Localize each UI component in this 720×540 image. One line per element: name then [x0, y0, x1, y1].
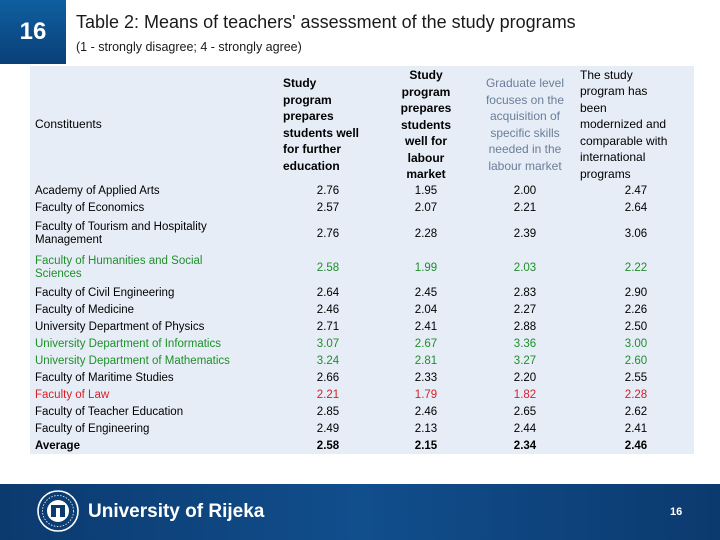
value-cell: 2.04	[414, 304, 438, 316]
value-cell: 2.07	[414, 202, 438, 214]
value-cell: 1.82	[513, 389, 537, 401]
row-name: Faculty of Engineering	[35, 423, 150, 435]
value-cell: 2.47	[624, 185, 648, 197]
header-further-education: Study program prepares students well for further education	[283, 76, 360, 173]
slide-number: 16	[19, 18, 47, 45]
value-cell: 3.24	[316, 355, 340, 367]
value-cell: 2.28	[624, 389, 648, 401]
value-cell: 2.22	[624, 261, 648, 274]
value-cell: 2.65	[513, 406, 537, 418]
page-title: Table 2: Means of teachers' assessment of the study programs	[76, 12, 576, 32]
table-row	[30, 404, 694, 421]
value-cell: 2.13	[414, 423, 438, 435]
row-name: Faculty of Medicine	[35, 304, 135, 316]
value-cell: 2.64	[624, 202, 648, 214]
assessment-table	[30, 66, 694, 455]
value-cell: 2.83	[513, 287, 537, 299]
value-cell: 2.55	[624, 372, 648, 384]
row-name: Faculty of Teacher Education	[35, 406, 184, 418]
value-cell: 2.34	[513, 440, 537, 452]
table-row	[30, 370, 694, 387]
row-name: University Department of Physics	[35, 321, 205, 333]
row-name: Faculty of Economics	[35, 202, 145, 214]
row-name: Faculty of Humanities and Social Sciences	[35, 255, 203, 280]
value-cell: 1.95	[414, 185, 438, 197]
value-cell: 3.36	[513, 338, 537, 350]
row-name: Average	[35, 440, 80, 452]
row-name: University Department of Informatics	[35, 338, 221, 350]
footer-page-number: 16	[670, 506, 683, 518]
table-row	[30, 183, 694, 200]
value-cell: 1.99	[414, 261, 438, 274]
page-subtitle: (1 - strongly disagree; 4 - strongly agree)	[76, 40, 302, 54]
value-cell: 2.58	[316, 261, 340, 274]
row-name: Academy of Applied Arts	[35, 185, 160, 197]
table-row	[30, 200, 694, 217]
value-cell: 1.79	[414, 389, 438, 401]
value-cell: 2.67	[414, 338, 438, 350]
slide-number-badge	[0, 0, 66, 64]
value-cell: 3.06	[624, 227, 648, 240]
value-cell: 3.27	[513, 355, 537, 367]
value-cell: 3.07	[316, 338, 340, 350]
value-cell: 2.66	[316, 372, 340, 384]
value-cell: 2.85	[316, 406, 340, 418]
table-row	[30, 302, 694, 319]
value-cell: 2.60	[624, 355, 648, 367]
value-cell: 2.76	[316, 227, 340, 240]
value-cell: 2.28	[414, 227, 438, 240]
value-cell: 2.64	[316, 287, 340, 299]
header-specific-skills: Graduate level focuses on the acquisition of specific skills needed in the labour market	[485, 76, 565, 173]
value-cell: 2.46	[624, 440, 648, 452]
value-cell: 2.33	[414, 372, 438, 384]
table-row	[30, 319, 694, 336]
value-cell: 2.62	[624, 406, 648, 418]
value-cell: 2.44	[513, 423, 537, 435]
value-cell: 2.21	[316, 389, 340, 401]
value-cell: 2.50	[624, 321, 648, 333]
value-cell: 2.26	[624, 304, 648, 316]
value-cell: 3.00	[624, 338, 648, 350]
value-cell: 2.88	[513, 321, 537, 333]
row-name: Faculty of Law	[35, 389, 110, 401]
table-row	[30, 217, 694, 251]
table-row-average	[30, 438, 694, 455]
value-cell: 2.27	[513, 304, 537, 316]
value-cell: 2.57	[316, 202, 340, 214]
table-row	[30, 387, 694, 404]
value-cell: 2.00	[513, 185, 537, 197]
value-cell: 2.46	[316, 304, 340, 316]
value-cell: 2.03	[513, 261, 537, 274]
university-logo-icon	[36, 489, 80, 533]
table-row	[30, 251, 694, 285]
row-name: Faculty of Maritime Studies	[35, 372, 174, 384]
footer-bar	[0, 484, 720, 540]
value-cell: 2.45	[414, 287, 438, 299]
table-row	[30, 285, 694, 302]
value-cell: 2.39	[513, 227, 537, 240]
university-name: University of Rijeka	[88, 501, 265, 522]
value-cell: 2.20	[513, 372, 537, 384]
value-cell: 2.41	[414, 321, 438, 333]
table-row	[30, 421, 694, 438]
value-cell: 2.41	[624, 423, 648, 435]
value-cell: 2.46	[414, 406, 438, 418]
assessment-table-container	[30, 66, 694, 454]
header-labour-market: Study program prepares students well for labour market	[400, 68, 452, 181]
row-name: Faculty of Tourism and Hospitality Management	[35, 221, 207, 246]
table-row	[30, 353, 694, 370]
value-cell: 2.81	[414, 355, 438, 367]
value-cell: 2.15	[414, 440, 438, 452]
header-constituents: Constituents	[35, 117, 102, 131]
header-modernized: The study program has been modernized and comparable with international programs	[580, 67, 668, 181]
value-cell: 2.21	[513, 202, 537, 214]
value-cell: 2.49	[316, 423, 340, 435]
value-cell: 2.76	[316, 185, 340, 197]
row-name: Faculty of Civil Engineering	[35, 287, 175, 299]
table-header-row	[30, 66, 694, 183]
value-cell: 2.71	[316, 321, 340, 333]
value-cell: 2.90	[624, 287, 648, 299]
table-row	[30, 336, 694, 353]
value-cell: 2.58	[316, 440, 340, 452]
row-name: University Department of Mathematics	[35, 355, 230, 367]
